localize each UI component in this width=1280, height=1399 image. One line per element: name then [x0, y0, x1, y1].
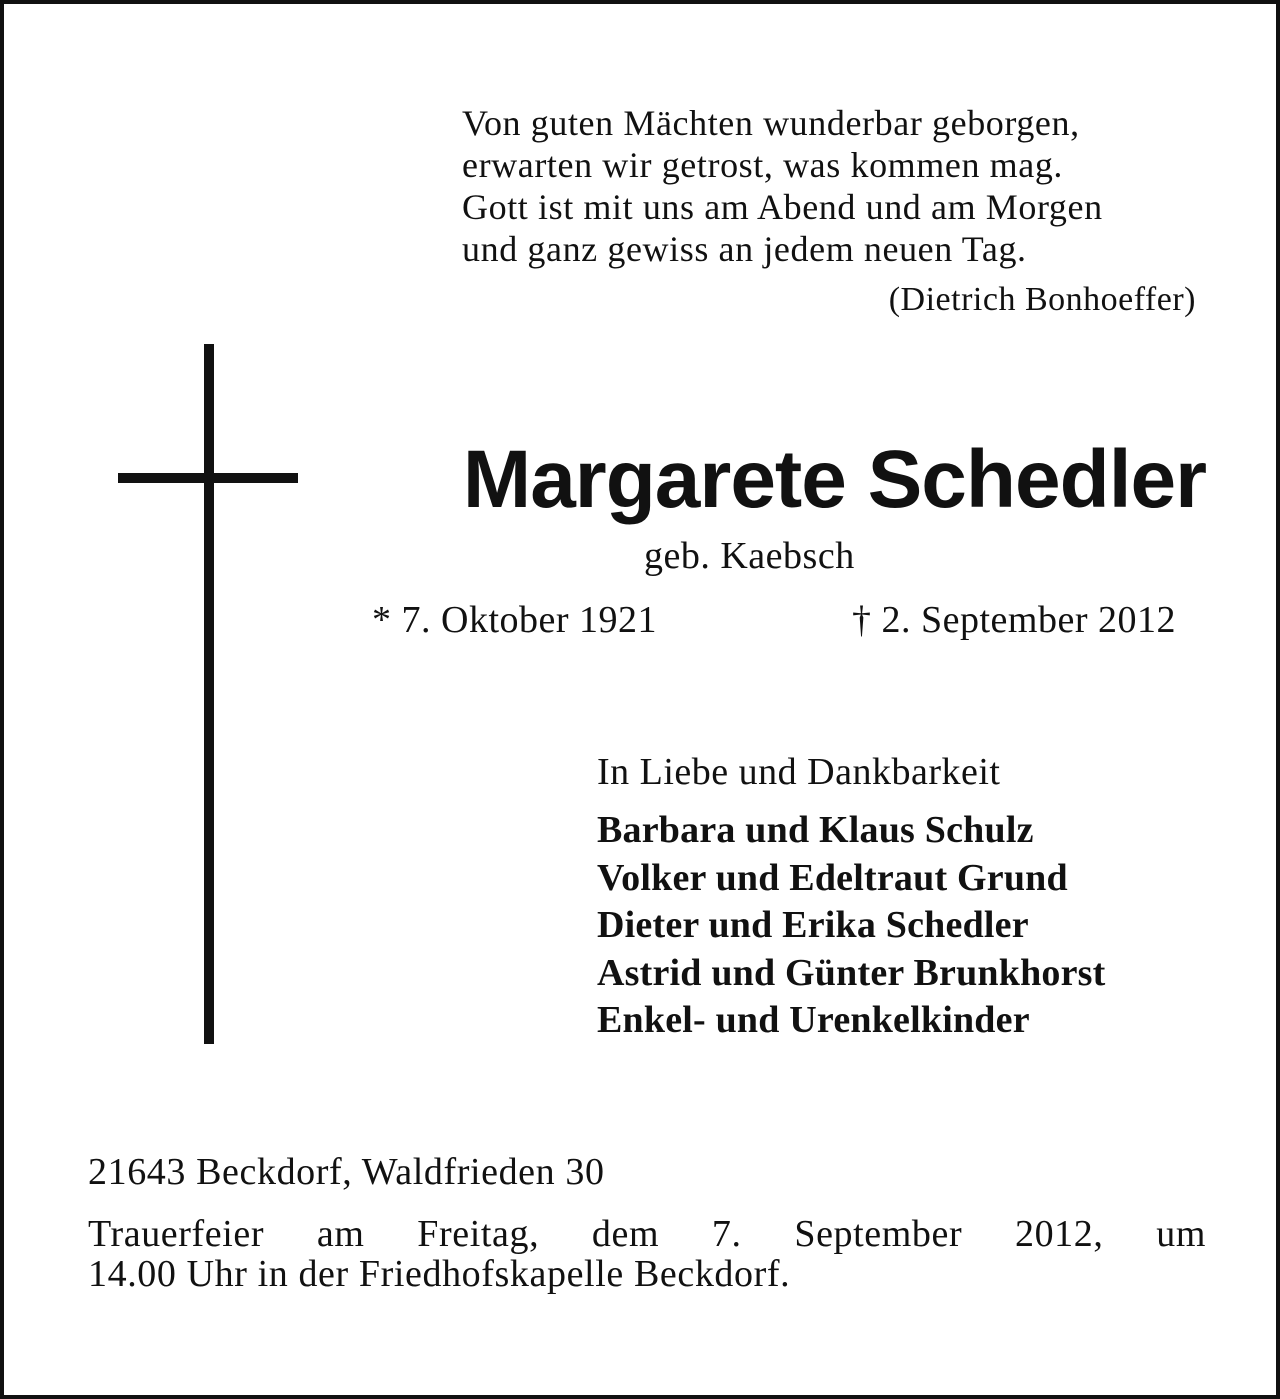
mourner-name: Barbara und Klaus Schulz	[597, 809, 1034, 851]
service-line: 14.00 Uhr in der Friedhofskapelle Beckdorf.	[88, 1253, 791, 1295]
birth-date: * 7. Oktober 1921	[372, 599, 658, 641]
poem-line: Gott ist mit uns am Abend und am Morgen	[462, 187, 1103, 227]
mourner-name: Volker und Edeltraut Grund	[597, 856, 1068, 899]
mourner-name: Astrid und Günter Brunkhorst	[597, 951, 1106, 994]
poem-quote	[462, 102, 1207, 270]
death-date: † 2. September 2012	[851, 599, 1176, 641]
cross-vertical-bar	[204, 344, 214, 1044]
poem-line: Von guten Mächten wunderbar geborgen,	[462, 103, 1080, 143]
poem-line: und ganz gewiss an jedem neuen Tag.	[462, 229, 1027, 269]
mourners-list	[597, 807, 1106, 1045]
funeral-service-notice	[88, 1214, 1206, 1294]
maiden-name: geb. Kaebsch	[644, 535, 855, 577]
service-line: Trauerfeier am Freitag, dem 7. September 2012, um	[88, 1213, 1206, 1255]
mourner-name: Dieter und Erika Schedler	[597, 904, 1029, 946]
mourners-intro: In Liebe und Dankbarkeit	[597, 751, 1001, 793]
deceased-name: Margarete Schedler	[462, 434, 1206, 525]
poem-line: erwarten wir getrost, was kommen mag.	[462, 145, 1064, 185]
mourner-name: Enkel- und Urenkelkinder	[597, 999, 1030, 1041]
address: 21643 Beckdorf, Waldfrieden 30	[88, 1151, 605, 1193]
cross-horizontal-bar	[118, 473, 298, 483]
poem-author: (Dietrich Bonhoeffer)	[888, 281, 1196, 318]
